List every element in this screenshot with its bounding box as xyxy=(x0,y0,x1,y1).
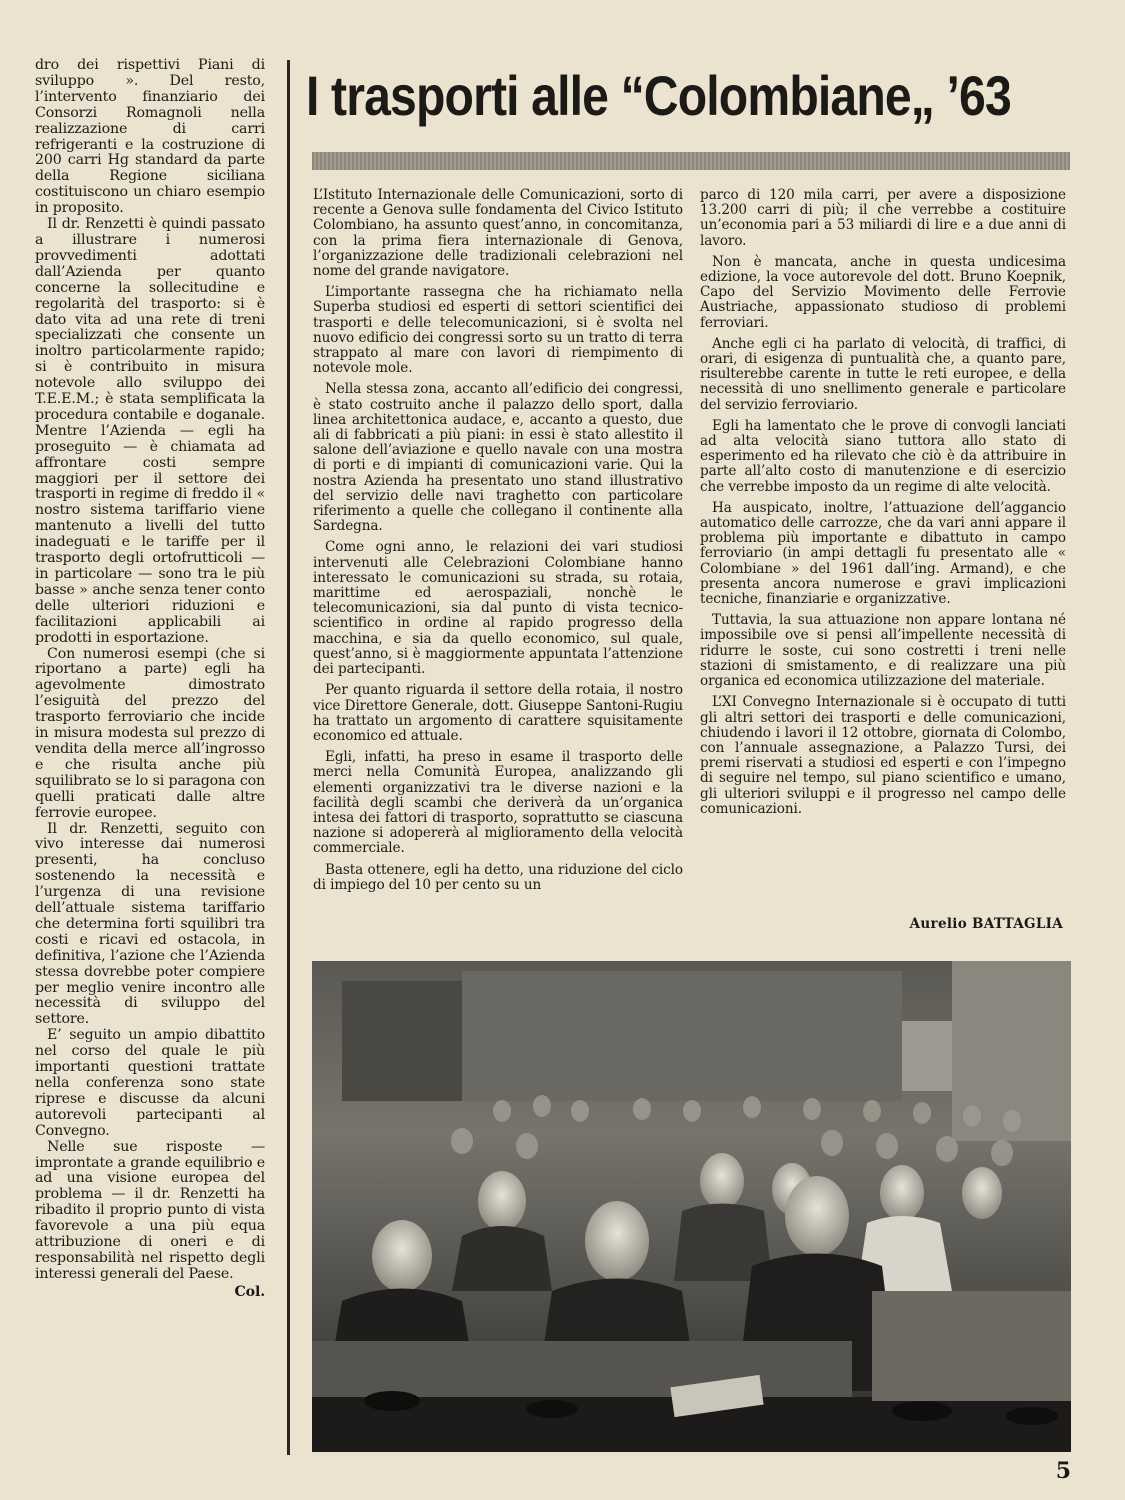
right-column xyxy=(700,188,1066,823)
mid-paragraph: Come ogni anno, le relazioni dei vari studiosi intervenuti alle Celebrazioni Colombiane hanno interessato le comunicazioni su strada, su rotaia, marittime ed aerospaziali, nonchè le telecomunicazioni, sia dal punto di vista tecnico-scientifico in ordine al rapido progresso della macchina, e sia da quello economico, sul quale, quest’anno, si è maggiormente appuntata l’attenzione dei partecipanti. xyxy=(313,539,683,678)
right-paragraph: Ha auspicato, inoltre, l’attuazione dell’aggancio automatico delle carrozze, che da vari anni appare il problema più importante e dibattuto in campo ferroviario (in ampi dettagli fu presentato alle « Colombiane » del 1961 dall’ing. Armand), e che presenta ancora numerose e gravi implicazioni tecniche, finanziarie e organizzative. xyxy=(700,499,1066,608)
conference-photo-illustration xyxy=(312,961,1071,1452)
left-paragraph: E’ seguito un ampio dibattito nel corso del quale le più importanti questioni trattate nella conferenza sono state riprese e discusse da alcuni autorevoli partecipanti al Convegno. xyxy=(35,1027,265,1139)
left-column-signature: Col. xyxy=(234,1283,265,1300)
article-author: Aurelio BATTAGLIA xyxy=(909,916,1063,932)
right-paragraph: Anche egli ci ha parlato di velocità, di traffici, di orari, di esigenza di puntualità che, a quanto pare, risulterebbe carente in tutte le reti europee, e della necessità di uno snellimento generale e particolare del servizio ferroviario. xyxy=(700,335,1066,413)
left-paragraph: Con numerosi esempi (che si riportano a parte) egli ha agevolmente dimostrato l’esiguità del prezzo del trasporto ferroviario che incide in misura modesta sul prezzo di vendita della merce all’ingrosso e che risulta anche più squilibrato se lo si paragona con quelli praticati dalle altre ferrovie europee. xyxy=(35,645,265,821)
mid-paragraph: Egli, infatti, ha preso in esame il trasporto delle merci nella Comunità Europea, analizzando gli elementi organizzativi tra le diverse nazioni e la facilità degli scambi che deriverà da un’organica intesa dei fattori di trasporto, soprattutto se ciascuna nazione si adopererà al miglioramento della velocità commerciale. xyxy=(313,749,683,857)
left-paragraph: dro dei rispettivi Piani di sviluppo ». Del resto, l’intervento finanziario dei Consorzi Romagnoli nella realizzazione di carri refrigeranti e la costruzione di 200 carri Hg standard da parte della Regione siciliana costituiscono un chiaro esempio in proposito. xyxy=(35,57,265,217)
mid-paragraph: Basta ottenere, egli ha detto, una riduzione del ciclo di impiego del 10 per cento su un xyxy=(313,861,683,893)
right-paragraph: parco di 120 mila carri, per avere a disposizione 13.200 carri di più; il che verrebbe a costituire un’economia pari a 53 miliardi di lire e a due anni di lavoro. xyxy=(700,187,1066,249)
mid-paragraph: Nella stessa zona, accanto all’edificio dei congressi, è stato costruito anche il palazzo dello sport, dalla linea architettonica audace, e, accanto a questo, due ali di fabbricati a più piani: in essi è stato allestito il salone dell’aviazione e quello navale con una mostra di porti e di impianti di comunicazioni varie. Qui la nostra Azienda ha presentato uno stand illustrativo del servizio delle navi traghetto con particolare riferimento a quelle che collegano il continente alla Sardegna. xyxy=(313,381,683,535)
left-paragraph: Il dr. Renzetti è quindi passato a illustrare i numerosi provvedimenti adottati dall’Azienda per quanto concerne la sollecitudine e regolarità del trasporto: si è dato vita ad una rete di treni specializzati che consente un inoltro particolarmente rapido; si è contribuito in misura notevole allo sviluppo dei T.E.E.M.; è stata semplificata la procedura contabile e doganale. Mentre l’Azienda — egli ha proseguito — è chiamata ad affrontare costi sempre maggiori per il settore dei trasporti in regime di freddo il « nostro sistema tariffario viene mantenuto a livelli del tutto inadeguati e le tariffe per il trasporto degli ortofrutticoli — in particolare — sono tra le più basse » anche senza tener conto delle ulteriori riduzioni e facilitazioni applicabili ai prodotti in esportazione. xyxy=(35,216,265,646)
left-paragraph: Nelle sue risposte — improntate a grande equilibrio e ad una visione europea del problema — il dr. Renzetti ha ribadito il proprio punto di vista favorevole a una più equa attribuzione di oneri e di responsabilità nel rispetto degli interessi generali del Paese. xyxy=(35,1138,265,1282)
right-paragraph: Non è mancata, anche in questa undicesima edizione, la voce autorevole del dott. Bruno Koepnik, Capo del Servizio Movimento delle Ferrovie Austriache, appassionato studioso di problemi ferroviari. xyxy=(700,253,1066,331)
right-paragraph: Egli ha lamentato che le prove di convogli lanciati ad alta velocità siano tuttora allo stato di esperimento ed ha rilevato che ciò è da attribuire in parte all’alto costo di manutenzione e di esercizio che verrebbe imposto da un regime di alte velocità. xyxy=(700,417,1066,495)
article-headline xyxy=(306,56,1068,138)
right-paragraph: L’XI Convegno Internazionale si è occupato di tutti gli altri settori dei trasporti e delle comunicazioni, chiudendo i lavori il 12 ottobre, giornata di Colombo, con l’annuale assegnazione, a Palazzo Tursi, dei premi riservati a studiosi ed esperti e con l’impegno di seguire nel tempo, sul piano scientifico e umano, gli ulteriori sviluppi e il progresso nel campo delle comunicazioni. xyxy=(700,694,1066,817)
middle-column xyxy=(313,188,683,899)
mid-paragraph: L’Istituto Internazionale delle Comunicazioni, sorto di recente a Genova sulle fondamenta del Civico Istituto Colombiano, ha assunto quest’anno, in concomitanza, con la prima fiera internazionale di Genova, l’organizzazione delle tradizionali celebrazioni nel nome del grande navigatore. xyxy=(313,187,683,280)
column-divider xyxy=(287,60,290,1455)
right-paragraph: Tuttavia, la sua attuazione non appare lontana né impossibile ove si pensi all’impellente necessità di ridurre le soste, cui sono costretti i treni nelle stazioni di smistamento, e di realizzare una più organica ed economica utilizzazione del materiale. xyxy=(700,612,1066,690)
left-paragraph: Il dr. Renzetti, seguito con vivo interesse dai numerosi presenti, ha concluso sostenendo la necessità e l’urgenza di una revisione dell’attuale sistema tariffario che determina forti squilibri tra costi e ricavi ed ostacola, in definitiva, l’azione che l’Azienda stessa dovrebbe poter compiere per meglio venire incontro alle necessità di sviluppo del settore. xyxy=(35,820,265,1028)
mid-paragraph: L’importante rassegna che ha richiamato nella Superba studiosi ed esperti di settori scientifici dei trasporti e delle telecomunicazioni, si è svolta nel nuovo edificio dei congressi sorto su un tratto di terra strappato al mare con lavori di riempimento di notevole mole. xyxy=(313,284,683,377)
left-column xyxy=(35,58,265,1301)
headline-text: I trasporti alle “Colombiane„ ’63 xyxy=(306,64,1011,127)
conference-photo xyxy=(312,961,1071,1452)
headline-rule-bar xyxy=(312,152,1070,170)
page-number: 5 xyxy=(1055,1458,1071,1484)
mid-paragraph: Per quanto riguarda il settore della rotaia, il nostro vice Direttore Generale, dott. Giuseppe Santoni-Rugiu ha trattato un argomento di carattere squisitamente economico ed attuale. xyxy=(313,682,683,744)
